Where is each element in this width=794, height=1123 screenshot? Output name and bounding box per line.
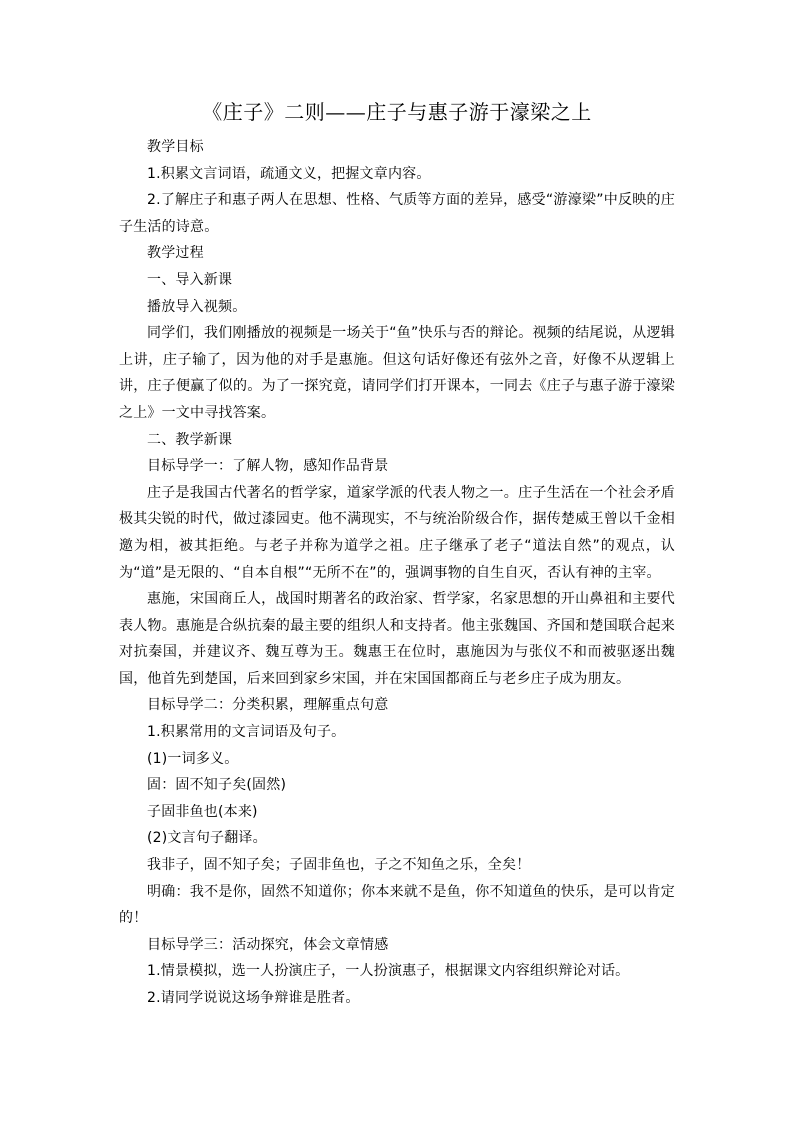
paragraph: (2)文言句子翻译。 — [147, 830, 267, 847]
paragraph: 庄子是我国古代著名的哲学家，道家学派的代表人物之一。庄子生活在一个社会矛盾极其尖锐的时代，做过漆园吏。他不满现实，不与统治阶级合作，据传楚威王曾以千金相邀为相，被其拒绝。与老子并称为道学之祖。庄子继承了老子“道法自然”的观点，认为“道”是无限的、“自本自根”“无所不在”的，强调事物的自生自灭，否认有神的主宰。 — [119, 484, 675, 581]
paragraph: 固：固不知子矣(固然) — [147, 777, 287, 794]
paragraph: 二、教学新课 — [147, 431, 233, 448]
paragraph: 1.积累文言词语，疏通文义，把握文章内容。 — [147, 165, 431, 182]
paragraph: 目标导学二：分类积累，理解重点句意 — [147, 697, 389, 714]
paragraph: (1)一词多义。 — [147, 750, 239, 767]
paragraph: 子固非鱼也(本来) — [147, 803, 258, 820]
paragraph: 2.请同学说说这场争辩谁是胜者。 — [147, 990, 360, 1006]
paragraph: 目标导学三：活动探究，体会文章情感 — [147, 936, 389, 953]
document-title: 《庄子》二则——庄子与惠子游于濠梁之上 — [202, 100, 592, 124]
paragraph: 一、导入新课 — [147, 271, 233, 288]
paragraph: 我非子，固不知子矣；子固非鱼也，子之不知鱼之乐，全矣！ — [147, 857, 531, 874]
paragraph: 1.积累常用的文言词语及句子。 — [147, 724, 346, 741]
paragraph: 明确：我不是你，固然不知道你；你本来就不是鱼，你不知道鱼的快乐，是可以肯定的！ — [119, 883, 675, 927]
paragraph: 1.情景模拟，选一人扮演庄子，一人扮演惠子，根据课文内容组织辩论对话。 — [147, 963, 630, 980]
paragraph: 2.了解庄子和惠子两人在思想、性格、气质等方面的差异，感受“游濠梁”中反映的庄子生活的诗意。 — [119, 192, 675, 235]
paragraph: 教学过程 — [147, 245, 204, 262]
paragraph: 目标导学一：了解人物，感知作品背景 — [147, 458, 389, 475]
paragraph: 播放导入视频。 — [147, 298, 247, 315]
paragraph: 教学目标 — [147, 139, 204, 155]
paragraph: 同学们，我们刚播放的视频是一场关于“鱼”快乐与否的辩论。视频的结尾说，从逻辑上讲，庄子输了，因为他的对手是惠施。但这句话好像还有弦外之音，好像不从逻辑上讲，庄子便赢了似的。为了一探究竟，请同学们打开课本，一同去《庄子与惠子游于濠梁之上》一文中寻找答案。 — [119, 325, 675, 421]
paragraph: 惠施，宋国商丘人，战国时期著名的政治家、哲学家，名家思想的开山鼻祖和主要代表人物。惠施是合纵抗秦的最主要的组织人和支持者。他主张魏国、齐国和楚国联合起来对抗秦国，并建议齐、魏互尊为王。魏惠王在位时，惠施因为与张仪不和而被驱逐出魏国，他首先到楚国，后来回到家乡宋国，并在宋国国都商丘与老乡庄子成为朋友。 — [119, 591, 675, 687]
document-body — [119, 134, 675, 1012]
